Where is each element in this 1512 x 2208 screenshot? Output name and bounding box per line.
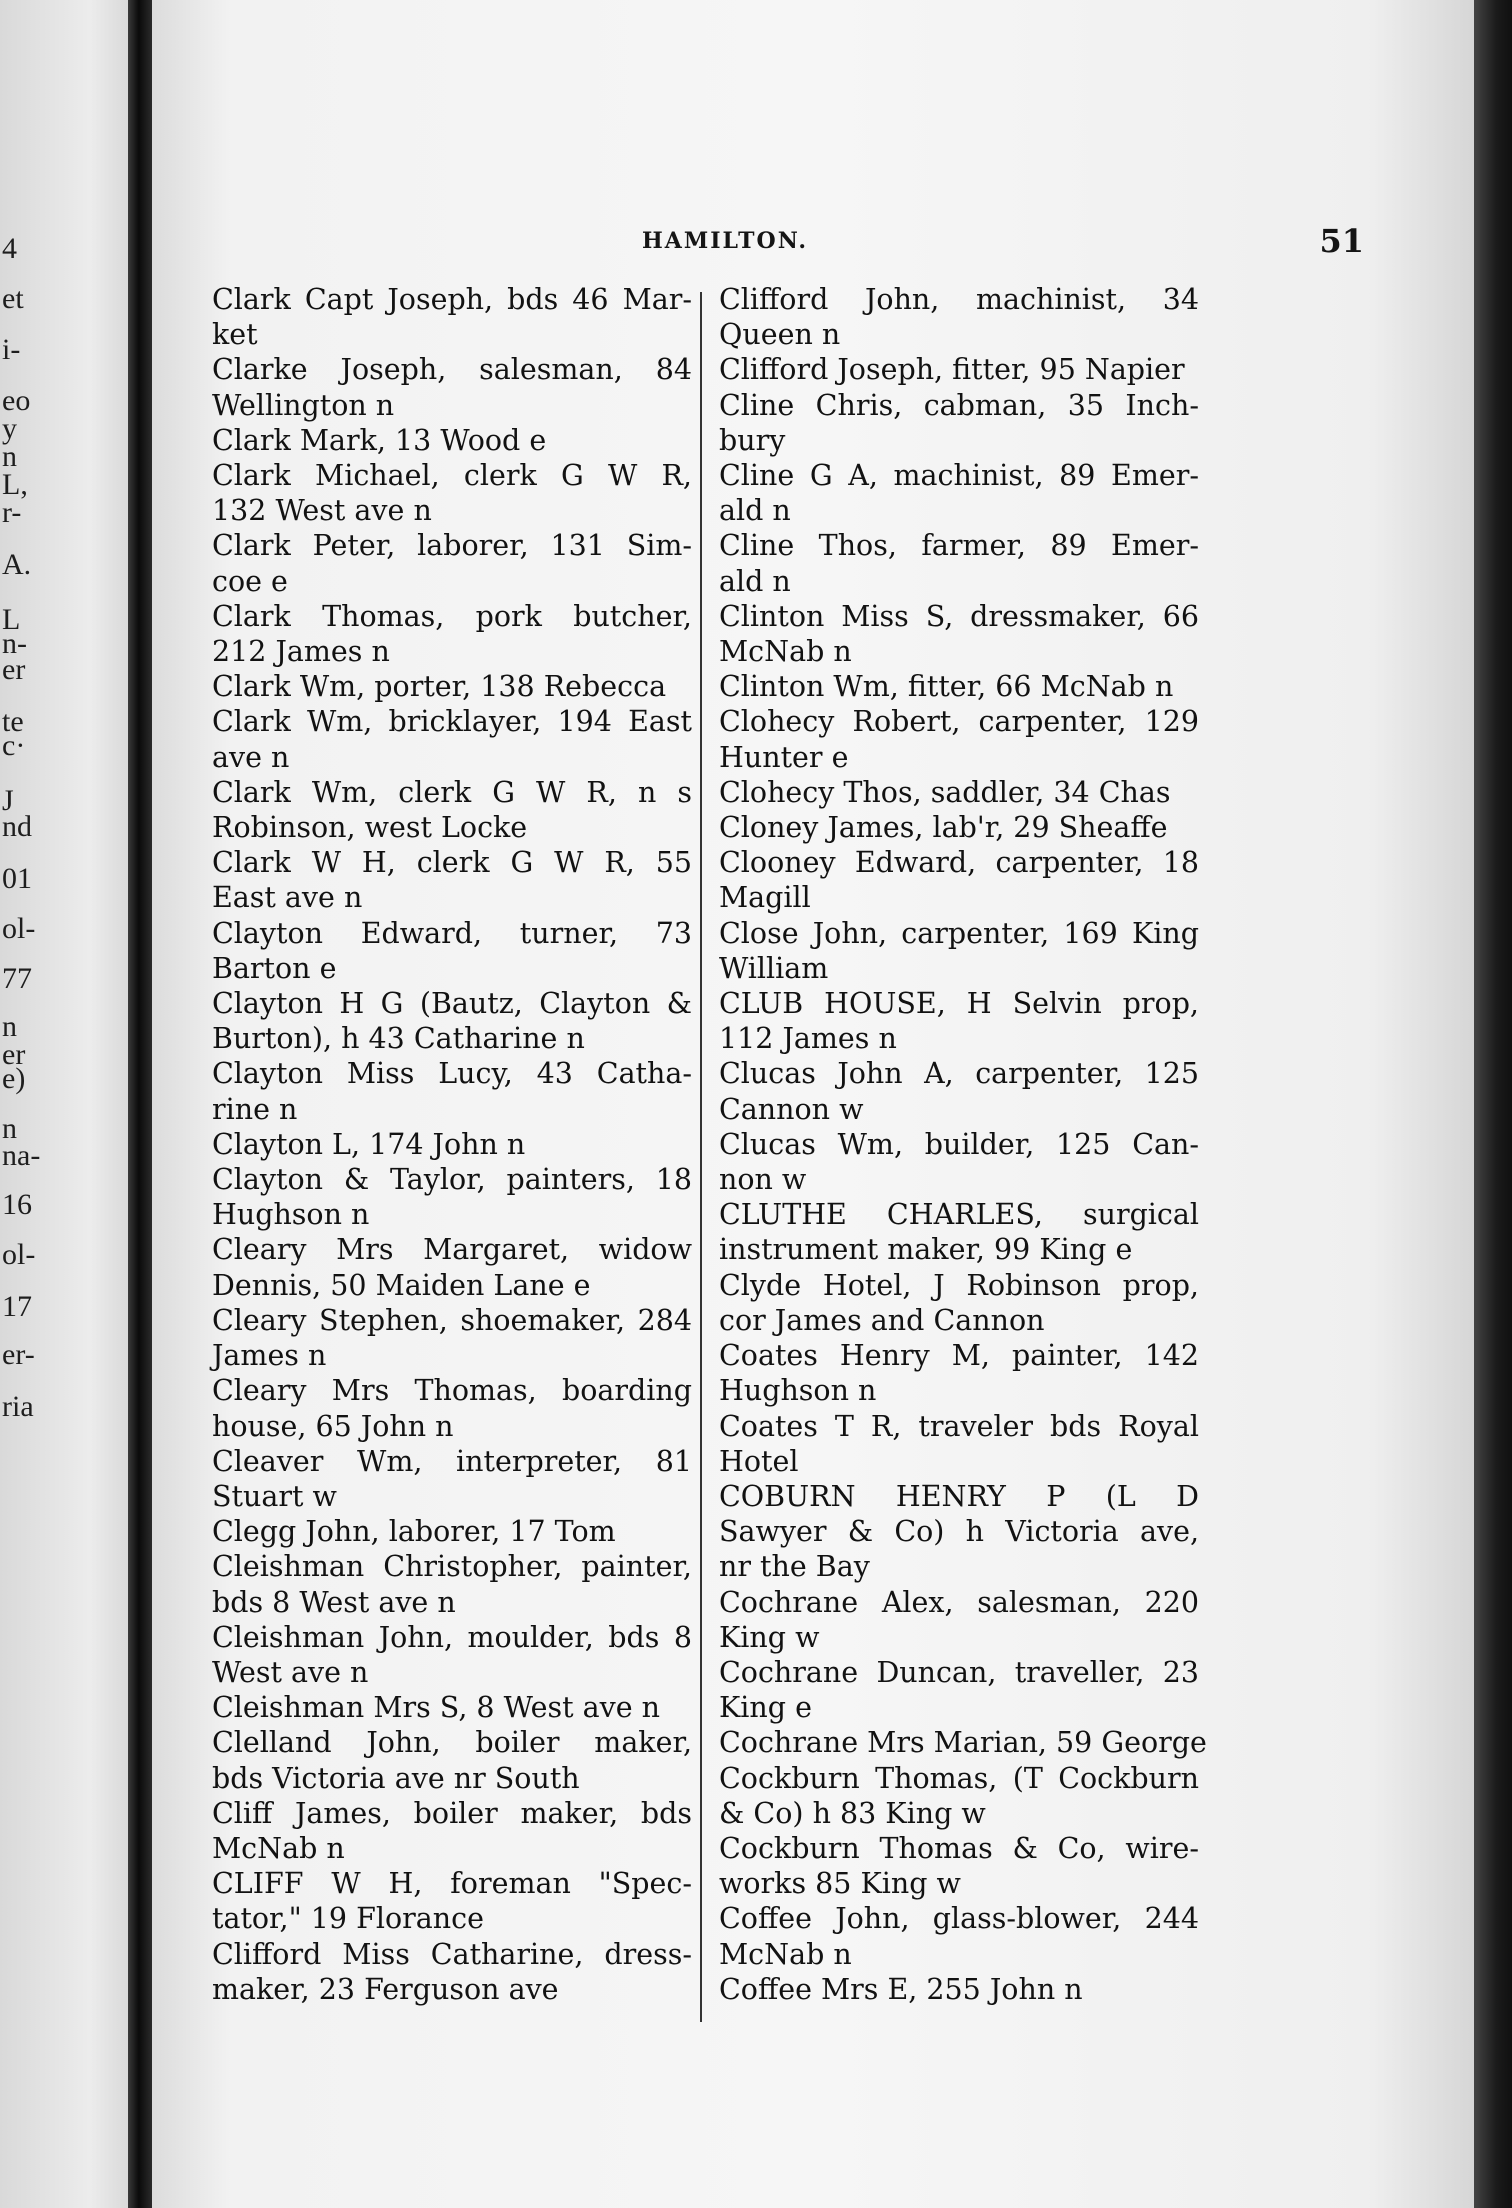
margin-fragment: te	[2, 705, 24, 738]
directory-entry	[212, 1127, 692, 1162]
entry-line: bds Victoria ave nr South	[212, 1761, 580, 1795]
margin-fragment: 16	[2, 1188, 32, 1221]
directory-entry	[719, 1585, 1199, 1655]
entry-line: Clark Michael, clerk G W R,	[212, 459, 692, 493]
entry-line: Clifford Miss Catharine, dress-	[212, 1937, 692, 1971]
entry-line: Cliff James, boiler maker, bds	[212, 1796, 692, 1830]
margin-fragment: 4	[2, 232, 17, 265]
directory-entry	[212, 1056, 692, 1126]
entry-line: Cockburn Thomas & Co, wire-	[719, 1831, 1199, 1865]
directory-entry	[719, 704, 1199, 774]
directory-entry	[719, 1056, 1199, 1126]
entry-line: Wellington n	[212, 388, 395, 422]
entry-line: Cleaver Wm, interpreter, 81	[212, 1444, 692, 1478]
margin-fragment: r-	[2, 496, 22, 529]
entry-line: Clark Wm, clerk G W R, n s	[212, 775, 692, 809]
entry-line: West ave n	[212, 1655, 369, 1689]
directory-entry	[212, 1725, 692, 1795]
entry-line: tator," 19 Florance	[212, 1902, 484, 1936]
entry-line: COBURN HENRY P (L D	[719, 1479, 1199, 1513]
directory-entry	[212, 1162, 692, 1232]
directory-entry	[719, 388, 1199, 458]
entry-line: 132 West ave n	[212, 494, 432, 528]
entry-line: instrument maker, 99 King e	[719, 1233, 1133, 1267]
directory-entry	[212, 669, 692, 704]
directory-entry	[212, 1373, 692, 1443]
entry-line: Barton e	[212, 951, 337, 985]
entry-line: Cockburn Thomas, (T Cockburn	[719, 1761, 1199, 1795]
entry-line: Cloney James, lab'r, 29 Sheaffe	[719, 811, 1168, 845]
entry-line: bds 8 West ave n	[212, 1585, 456, 1619]
margin-fragment: eo	[2, 384, 31, 417]
directory-page	[152, 0, 1474, 2208]
entry-line: Clark Wm, bricklayer, 194 East	[212, 705, 692, 739]
directory-entry	[719, 1655, 1199, 1725]
entry-line: Coffee Mrs E, 255 John n	[719, 1972, 1083, 2006]
entry-line: Clarke Joseph, salesman, 84	[212, 353, 692, 387]
page-title: HAMILTON.	[642, 228, 809, 254]
left-column	[212, 282, 692, 2007]
directory-entry	[719, 1197, 1199, 1267]
directory-entry	[212, 916, 692, 986]
entry-line: bury	[719, 423, 786, 457]
entry-line: Clucas Wm, builder, 125 Can-	[719, 1127, 1199, 1161]
page-right-edge	[1474, 0, 1512, 2208]
entry-line: McNab n	[719, 1937, 852, 1971]
margin-fragment: n	[2, 1112, 17, 1145]
entry-line: Clayton H G (Bautz, Clayton &	[212, 987, 692, 1021]
entry-line: Hunter e	[719, 740, 849, 774]
directory-entry	[719, 775, 1199, 810]
directory-entry	[212, 1549, 692, 1619]
entry-line: Clark W H, clerk G W R, 55	[212, 846, 692, 880]
entry-line: East ave n	[212, 881, 363, 915]
entry-line: Cline G A, machinist, 89 Emer-	[719, 459, 1199, 493]
directory-entry	[212, 986, 692, 1056]
margin-fragment: A.	[2, 548, 32, 581]
book-gutter	[128, 0, 152, 2208]
directory-entry	[212, 1514, 692, 1549]
entry-line: Stuart w	[212, 1479, 337, 1513]
margin-fragment: et	[2, 282, 24, 315]
directory-entry	[212, 458, 692, 528]
directory-entry	[212, 423, 692, 458]
entry-line: Clayton Miss Lucy, 43 Catha-	[212, 1057, 692, 1091]
margin-fragment: L,	[2, 468, 28, 501]
margin-fragment: na-	[2, 1139, 41, 1172]
entry-line: Clohecy Robert, carpenter, 129	[719, 705, 1199, 739]
entry-line: Clifford John, machinist, 34	[719, 283, 1199, 316]
entry-line: Clayton & Taylor, painters, 18	[212, 1163, 692, 1197]
directory-entry	[719, 458, 1199, 528]
margin-fragment: n	[2, 1010, 17, 1043]
entry-line: Cannon w	[719, 1092, 864, 1126]
entry-line: King w	[719, 1620, 820, 1654]
margin-fragment: er	[2, 653, 26, 686]
entry-line: rine n	[212, 1092, 298, 1126]
entry-line: Cleishman John, moulder, bds 8	[212, 1620, 692, 1654]
entry-line: Clark Thomas, pork butcher,	[212, 599, 692, 633]
margin-fragment: e)	[2, 1062, 26, 1095]
directory-entry	[212, 1690, 692, 1725]
entry-line: Cochrane Mrs Marian, 59 George	[719, 1726, 1207, 1760]
margin-fragment: nd	[2, 810, 32, 843]
directory-entry	[212, 599, 692, 669]
entry-line: Clyde Hotel, J Robinson prop,	[719, 1268, 1199, 1302]
directory-entry	[719, 986, 1199, 1056]
directory-entry	[719, 1338, 1199, 1408]
directory-entry	[212, 1796, 692, 1866]
entry-line: house, 65 John n	[212, 1409, 454, 1443]
entry-line: Hughson n	[212, 1198, 370, 1232]
margin-fragment: ol-	[2, 1238, 36, 1271]
margin-fragment: n	[2, 440, 17, 473]
margin-fragment: L	[2, 603, 21, 636]
margin-fragment: 77	[2, 962, 32, 995]
entry-line: Cleary Stephen, shoemaker, 284	[212, 1303, 692, 1337]
entry-line: Clooney Edward, carpenter, 18	[719, 846, 1199, 880]
entry-line: 112 James n	[719, 1022, 897, 1056]
entry-line: McNab n	[719, 635, 852, 669]
entry-line: Cochrane Duncan, traveller, 23	[719, 1655, 1199, 1689]
entry-line: ald n	[719, 494, 791, 528]
entry-line: Coffee John, glass-blower, 244	[719, 1902, 1199, 1936]
directory-entry	[719, 282, 1199, 352]
directory-entry	[212, 282, 692, 352]
margin-fragment: c·	[2, 729, 26, 762]
entry-line: Clucas John A, carpenter, 125	[719, 1057, 1199, 1091]
margin-fragment: J	[2, 784, 14, 817]
entry-line: Clayton L, 174 John n	[212, 1127, 526, 1161]
margin-fragment: er	[2, 1038, 26, 1071]
entry-line: Cline Thos, farmer, 89 Emer-	[719, 529, 1199, 563]
entry-line: Cline Chris, cabman, 35 Inch-	[719, 388, 1199, 422]
margin-fragment: i-	[2, 333, 21, 366]
entry-line: Clayton Edward, turner, 73	[212, 916, 692, 950]
entry-line: Cleary Mrs Margaret, widow	[212, 1233, 692, 1267]
entry-line: 212 James n	[212, 635, 390, 669]
entry-line: ave n	[212, 740, 290, 774]
entry-line: Clark Peter, laborer, 131 Sim-	[212, 529, 692, 563]
entry-line: works 85 King w	[719, 1867, 961, 1901]
margin-fragment: n-	[2, 627, 27, 660]
page-number: 51	[1319, 222, 1364, 260]
entry-line: Clelland John, boiler maker,	[212, 1726, 692, 1760]
entry-line: Clinton Miss S, dressmaker, 66	[719, 599, 1199, 633]
directory-entry	[719, 845, 1199, 915]
margin-fragment: 17	[2, 1290, 32, 1323]
previous-page-fragments	[0, 0, 60, 2208]
entry-line: Hughson n	[719, 1374, 877, 1408]
entry-line: CLUTHE CHARLES, surgical	[719, 1198, 1199, 1232]
entry-line: cor James and Cannon	[719, 1303, 1045, 1337]
entry-line: James n	[212, 1339, 327, 1373]
entry-line: Clark Capt Joseph, bds 46 Mar-	[212, 283, 692, 316]
entry-line: Coates T R, traveler bds Royal	[719, 1409, 1199, 1443]
directory-entry	[719, 1127, 1199, 1197]
directory-entry	[212, 1232, 692, 1302]
entry-line: ket	[212, 318, 258, 352]
entry-line: Sawyer & Co) h Victoria ave,	[719, 1515, 1199, 1549]
directory-entry	[719, 1479, 1199, 1585]
entry-line: Clinton Wm, fitter, 66 McNab n	[719, 670, 1174, 704]
entry-line: King e	[719, 1691, 812, 1725]
entry-line: William	[719, 951, 829, 985]
running-head	[152, 222, 1474, 262]
directory-entry	[212, 1866, 692, 1936]
entry-line: Clark Wm, porter, 138 Rebecca	[212, 670, 667, 704]
directory-entry	[212, 1303, 692, 1373]
entry-line: ald n	[719, 564, 791, 598]
entry-line: Coates Henry M, painter, 142	[719, 1339, 1199, 1373]
directory-entry	[212, 1444, 692, 1514]
directory-entry	[719, 528, 1199, 598]
directory-entry	[212, 1620, 692, 1690]
entry-line: maker, 23 Ferguson ave	[212, 1972, 559, 2006]
directory-entry	[212, 775, 692, 845]
directory-entry	[719, 1901, 1199, 1971]
entry-line: Dennis, 50 Maiden Lane e	[212, 1268, 591, 1302]
directory-entry	[719, 1409, 1199, 1479]
directory-entry	[719, 810, 1199, 845]
margin-fragment: ria	[2, 1390, 34, 1423]
entry-line: Cochrane Alex, salesman, 220	[719, 1585, 1199, 1619]
directory-entry	[719, 669, 1199, 704]
directory-entry	[212, 528, 692, 598]
column-divider	[700, 292, 702, 2022]
right-column	[719, 282, 1207, 2007]
entry-line: CLUB HOUSE, H Selvin prop,	[719, 987, 1199, 1021]
entry-line: non w	[719, 1163, 807, 1197]
margin-fragment: y	[2, 412, 17, 445]
entry-line: CLIFF W H, foreman "Spec-	[212, 1867, 692, 1901]
entry-line: Cleishman Mrs S, 8 West ave n	[212, 1691, 660, 1725]
entry-line: Cleishman Christopher, painter,	[212, 1550, 692, 1584]
entry-line: Clifford Joseph, fitter, 95 Napier	[719, 353, 1185, 387]
entry-line: Clohecy Thos, saddler, 34 Chas	[719, 775, 1171, 809]
directory-entry	[719, 916, 1199, 986]
margin-fragment: 01	[2, 862, 32, 895]
directory-entry	[212, 845, 692, 915]
entry-line: nr the Bay	[719, 1550, 870, 1584]
entry-line: Magill	[719, 881, 811, 915]
entry-line: Hotel	[719, 1444, 799, 1478]
entry-line: Clark Mark, 13 Wood e	[212, 423, 547, 457]
entry-line: Robinson, west Locke	[212, 811, 528, 845]
entry-line: McNab n	[212, 1831, 345, 1865]
directory-entry	[212, 352, 692, 422]
margin-fragment: ol-	[2, 912, 36, 945]
entry-line: Close John, carpenter, 169 King	[719, 916, 1199, 950]
directory-entry	[719, 352, 1199, 387]
entry-line: & Co) h 83 King w	[719, 1796, 986, 1830]
directory-entry	[212, 704, 692, 774]
entry-line: coe e	[212, 564, 288, 598]
directory-entry	[719, 1268, 1199, 1338]
directory-entry	[719, 1725, 1207, 1760]
entry-line: Clegg John, laborer, 17 Tom	[212, 1515, 616, 1549]
directory-entry	[719, 1831, 1199, 1901]
directory-entry	[719, 599, 1199, 669]
entry-line: Cleary Mrs Thomas, boarding	[212, 1374, 692, 1408]
margin-fragment: er-	[2, 1338, 35, 1371]
directory-entry	[719, 1972, 1199, 2007]
directory-entry	[719, 1761, 1199, 1831]
entry-line: Queen n	[719, 318, 841, 352]
directory-entry	[212, 1937, 692, 2007]
entry-line: Burton), h 43 Catharine n	[212, 1022, 585, 1056]
